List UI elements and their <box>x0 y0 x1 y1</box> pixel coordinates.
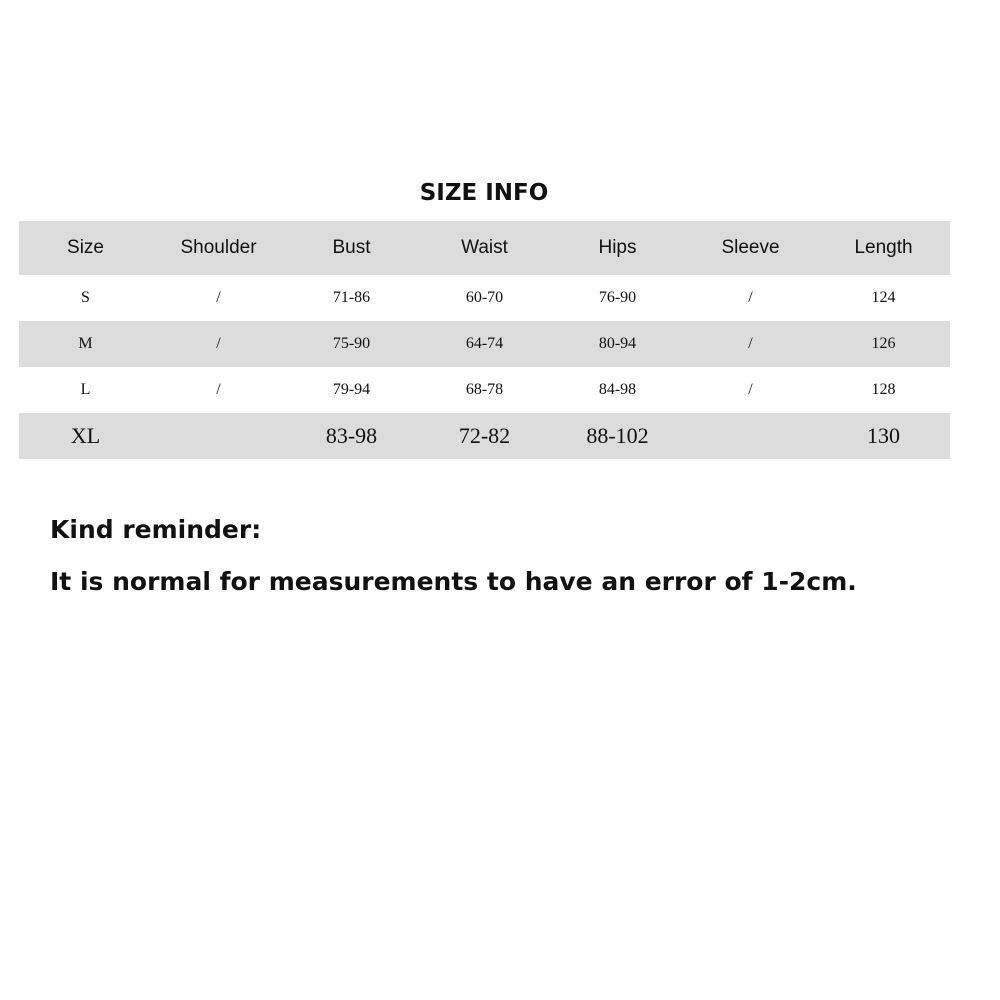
header-waist: Waist <box>461 237 508 258</box>
cell-bust: 71-86 <box>332 289 371 306</box>
cell-bust: 75-90 <box>332 335 371 352</box>
reminder-heading: Kind reminder: <box>50 515 262 544</box>
cell-length: 130 <box>867 423 900 448</box>
size-table <box>19 221 950 459</box>
header-hips: Hips <box>598 237 637 258</box>
cell-bust: 83-98 <box>325 423 378 448</box>
page-title: SIZE INFO <box>419 180 549 206</box>
cell-length: 128 <box>871 381 896 398</box>
cell-length: 126 <box>871 335 896 352</box>
cell-length: 124 <box>871 289 896 306</box>
table-row <box>19 321 950 367</box>
header-length: Length <box>854 237 913 258</box>
cell-waist: 64-74 <box>465 335 504 352</box>
cell-waist: 68-78 <box>465 381 504 398</box>
cell-bust: 79-94 <box>332 381 371 398</box>
cell-sleeve: / <box>748 381 753 398</box>
header-sleeve: Sleeve <box>721 237 780 258</box>
cell-sleeve: / <box>748 335 753 352</box>
cell-hips: 76-90 <box>598 289 637 306</box>
cell-shoulder: / <box>216 335 221 352</box>
cell-shoulder: / <box>216 289 221 306</box>
cell-sleeve: / <box>748 289 753 306</box>
cell-size: S <box>81 289 90 306</box>
table-row <box>19 413 950 459</box>
header-size: Size <box>67 237 104 258</box>
cell-shoulder: / <box>216 381 221 398</box>
cell-size: XL <box>70 423 101 448</box>
table-header-row <box>19 221 950 275</box>
table-row <box>19 367 950 413</box>
cell-waist: 72-82 <box>458 423 511 448</box>
header-bust: Bust <box>332 237 371 258</box>
cell-hips: 88-102 <box>586 423 649 448</box>
header-shoulder: Shoulder <box>180 237 257 258</box>
cell-hips: 80-94 <box>598 335 637 352</box>
cell-waist: 60-70 <box>465 289 504 306</box>
cell-size: M <box>78 335 93 352</box>
table-row <box>19 275 950 321</box>
cell-size: L <box>80 381 91 398</box>
reminder-text: It is normal for measurements to have an error of 1-2cm. <box>50 567 857 596</box>
cell-hips: 84-98 <box>598 381 637 398</box>
